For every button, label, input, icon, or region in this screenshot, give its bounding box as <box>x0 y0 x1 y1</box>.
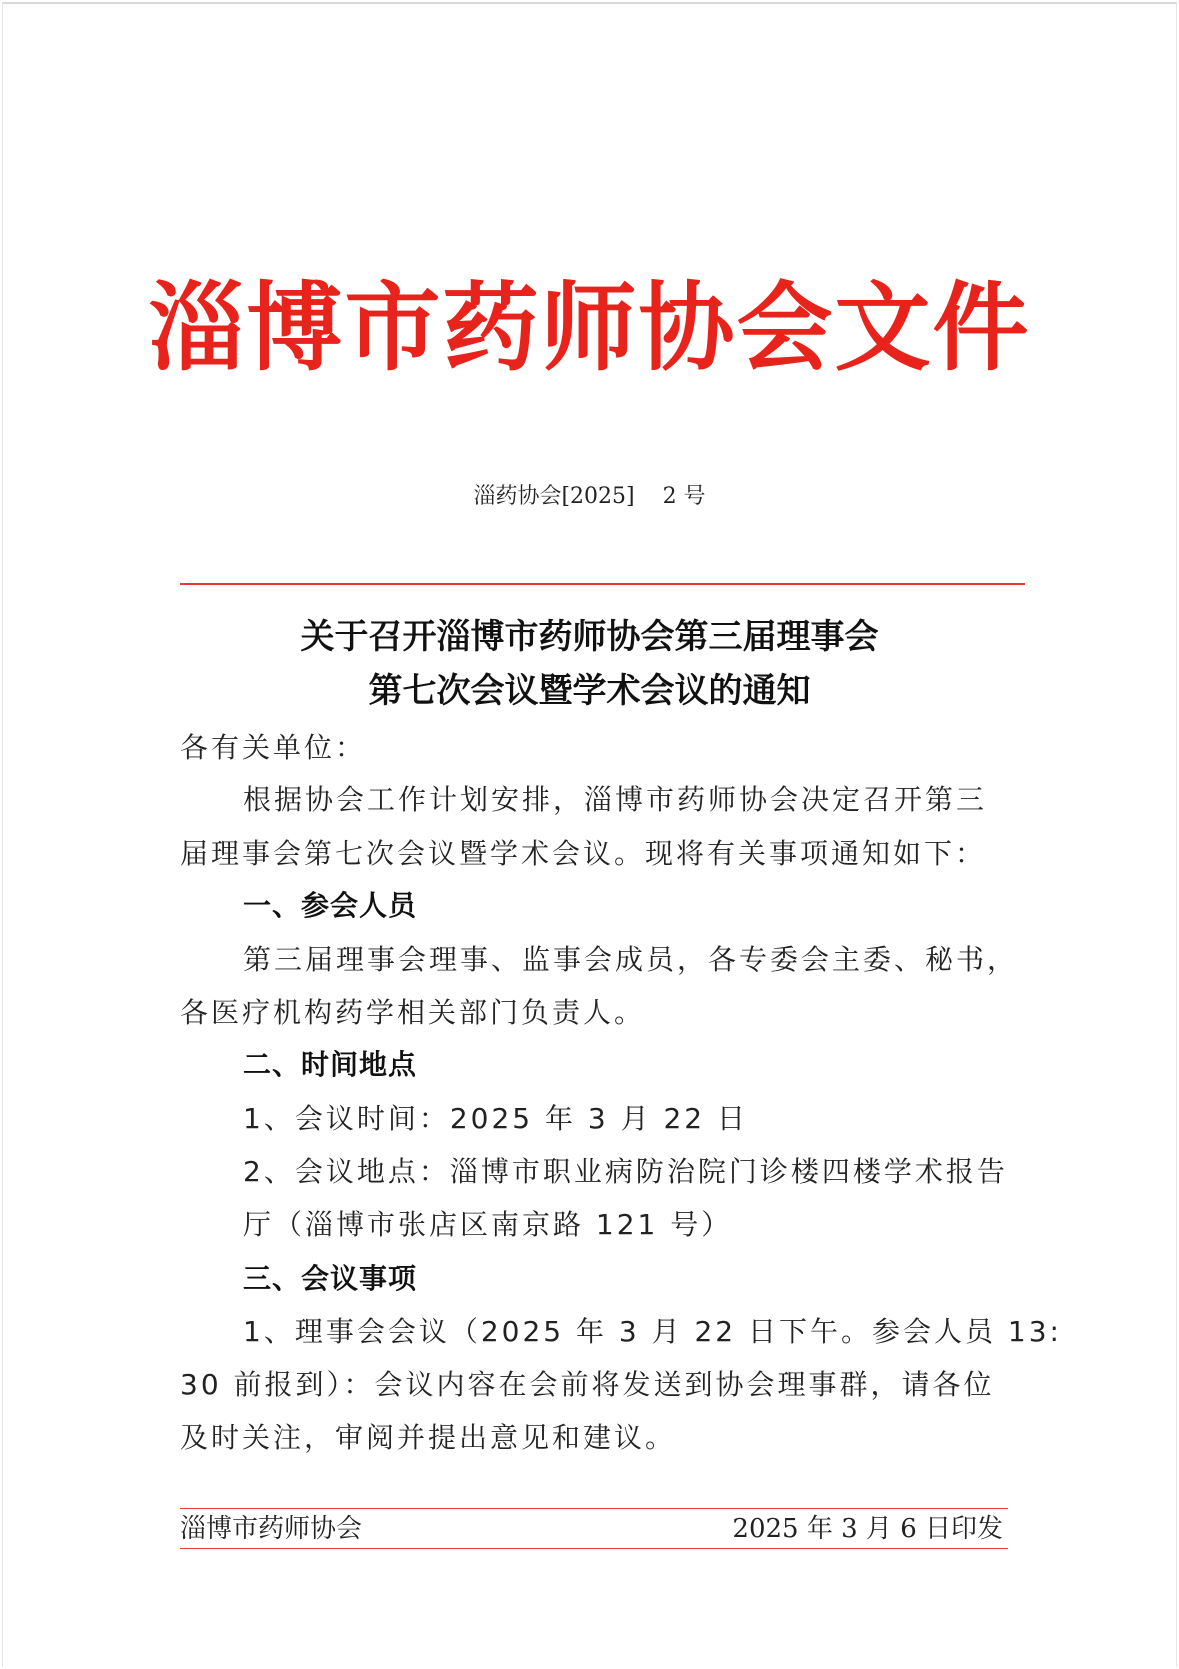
notice-title-line-1: 关于召开淄博市药师协会第三届理事会 <box>300 617 879 657</box>
salutation: 各有关单位： <box>180 731 367 764</box>
footer-top-rule <box>180 1508 1008 1509</box>
section-heading-time-place: 二、时间地点 <box>243 1048 418 1081</box>
footer-bottom-rule <box>180 1548 1008 1549</box>
header-divider <box>180 583 1025 585</box>
section-heading-attendees: 一、参会人员 <box>243 889 418 922</box>
agenda-item-line-2: 30 前报到）：会议内容在会前将发送到协会理事群，请各位 <box>180 1368 995 1401</box>
intro-paragraph-line-2: 届理事会第七次会议暨学术会议。现将有关事项通知如下： <box>180 837 987 870</box>
notice-title-line-2: 第七次会议暨学术会议的通知 <box>368 671 811 711</box>
attendees-line-2: 各医疗机构药学相关部门负责人。 <box>180 996 646 1029</box>
agenda-item-line-3: 及时关注，审阅并提出意见和建议。 <box>180 1421 677 1454</box>
meeting-time: 1、会议时间：2025 年 3 月 22 日 <box>243 1102 749 1135</box>
footer-issue-date: 2025 年 3 月 6 日印发 <box>732 1514 1003 1544</box>
document-number: 淄药协会[2025] 2 号 <box>473 484 706 509</box>
agenda-item-line-1: 1、理事会会议（2025 年 3 月 22 日下午。参会人员 13: <box>243 1315 1062 1348</box>
meeting-place-line-1: 2、会议地点：淄博市职业病防治院门诊楼四楼学术报告 <box>243 1155 1008 1188</box>
meeting-place-line-2: 厅（淄博市张店区南京路 121 号） <box>243 1208 733 1241</box>
footer-issuer: 淄博市药师协会 <box>180 1514 363 1544</box>
intro-paragraph-line-1: 根据协会工作计划安排，淄博市药师协会决定召开第三 <box>243 783 988 816</box>
attendees-line-1: 第三届理事会理事、监事会成员，各专委会主委、秘书， <box>243 943 1019 976</box>
section-heading-agenda: 三、会议事项 <box>243 1262 418 1295</box>
document-header-title: 淄博市药师协会文件 <box>148 271 1031 384</box>
